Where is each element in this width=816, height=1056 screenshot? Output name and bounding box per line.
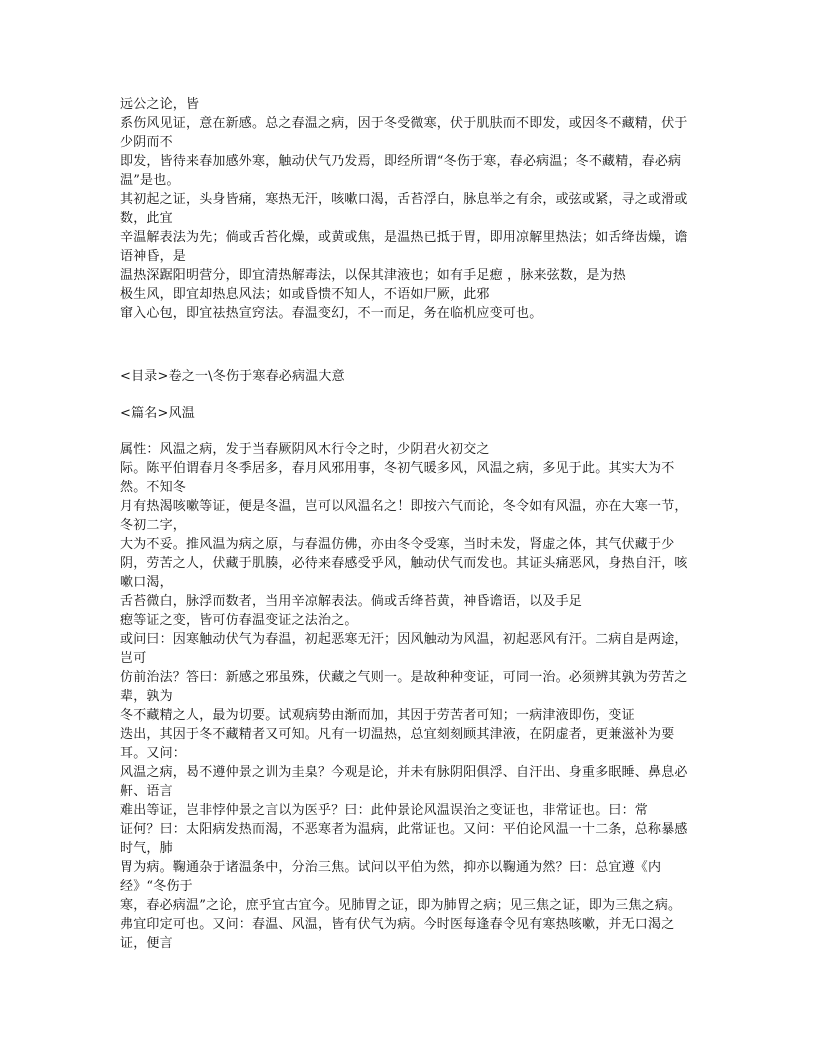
intro-paragraph bbox=[120, 95, 700, 323]
text-line: 瘛等证之变，皆可仿春温变证之法治之。 bbox=[120, 613, 358, 628]
text-line: 系伤风见证，意在新感。总之春温之病，因于冬受微寒，伏于肌肤而不即发，或因冬不藏精，伏于少阴而不 bbox=[120, 116, 688, 150]
text-line: 胃为病。鞠通杂于诸温条中，分治三焦。试问以平伯为然，抑亦以鞠通为然？曰：总宜遵《内经》“冬伤于 bbox=[120, 860, 662, 894]
text-line: 舌苔微白，脉浮而数者，当用辛凉解表法。倘或舌绛苔黄，神昏谵语，以及手足 bbox=[120, 594, 583, 609]
text-line: 极生风，即宜却热息风法；如或昏愦不知人，不语如尸厥，此邪 bbox=[120, 287, 490, 302]
body-paragraph bbox=[120, 440, 700, 953]
text-line: 难出等证，岂非悖仲景之言以为医乎？曰：此仲景论风温误治之变证也，非常证也。曰：常 bbox=[120, 803, 649, 818]
text-line: 迭出，其因于冬不藏精者又可知。凡有一切温热，总宜刻刻顾其津液，在阴虚者，更兼滋补为要耳。又问： bbox=[120, 727, 675, 761]
text-line: 冬不藏精之人，最为切要。试观病势由渐而加，其因于劳苦者可知；一病津液即伤，变证 bbox=[120, 708, 635, 723]
text-line: 际。陈平伯谓春月冬季居多，春月风邪用事，冬初气暖多风，风温之病，多见于此。其实大为不然。不知冬 bbox=[120, 461, 675, 495]
text-line: 寒，春必病温”之论，庶乎宜古宜今。见肺胃之证，即为肺胃之病；见三焦之证，即为三焦之病。 bbox=[120, 898, 682, 913]
text-line: 月有热渴咳嗽等证，便是冬温，岂可以风温名之！即按六气而论，冬令如有风温，亦在大寒一节，冬初二字， bbox=[120, 499, 688, 533]
chapter-heading: <篇名>风温 bbox=[120, 406, 195, 421]
text-line: 窜入心包，即宜祛热宣窍法。春温变幻，不一而足，务在临机应变可也。 bbox=[120, 306, 543, 321]
text-line: 或问曰：因寒触动伏气为春温，初起恶寒无汗；因风触动为风温，初起恶风有汗。二病自是两途，岂可 bbox=[120, 632, 688, 666]
text-line: 仿前治法？答曰：新感之邪虽殊，伏藏之气则一。是故种种变证，可同一治。必须辨其孰为劳苦之辈，孰为 bbox=[120, 670, 688, 704]
text-line: 风温之病，曷不遵仲景之训为圭臬？今观是论，并未有脉阴阳俱浮、自汗出、身重多眠睡、鼻息必鼾、语言 bbox=[120, 765, 688, 799]
catalog-heading: <目录>卷之一\冬伤于寒春必病温大意 bbox=[120, 369, 345, 384]
text-line: 远公之论，皆 bbox=[120, 97, 200, 112]
text-line: 辛温解表法为先；倘或舌苔化燥，或黄或焦，是温热已抵于胃，即用凉解里热法；如舌绛齿燥，谵语神昏，是 bbox=[120, 230, 688, 264]
text-line: 弗宜印定可也。又问：春温、风温，皆有伏气为病。今时医每逢春令见有寒热咳嗽，并无口渴之证，便言 bbox=[120, 917, 675, 951]
text-line: 其初起之证，头身皆痛，寒热无汗，咳嗽口渴，舌苔浮白，脉息举之有余，或弦或紧，寻之或滑或数，此宜 bbox=[120, 192, 688, 226]
text-line: 大为不妥。推风温为病之原，与春温仿佛，亦由冬令受寒，当时未发，肾虚之体，其气伏藏于少阴，劳苦之人，伏藏于肌腠，必待来春感受乎风，触动伏气而发也。其证头痛恶风，身热自汗，咳嗽口渴， bbox=[120, 537, 688, 590]
text-line: 温热深踞阳明营分，即宜清热解毒法，以保其津液也；如有手足瘛 ，脉来弦数，是为热 bbox=[120, 268, 626, 283]
text-line: 证何？曰：太阳病发热而渴，不恶寒者为温病，此常证也。又问：平伯论风温一十二条，总称暴感时气，肺 bbox=[120, 822, 688, 856]
text-line: 即发，皆待来春加感外寒，触动伏气乃发焉，即经所谓“冬伤于寒，春必病温；冬不藏精，春必病温”是也。 bbox=[120, 154, 682, 188]
chapter-heading-block bbox=[120, 404, 700, 423]
catalog-heading-block bbox=[120, 367, 700, 386]
text-line: 属性：风温之病，发于当春厥阴风木行令之时，少阴君火初交之 bbox=[120, 442, 490, 457]
